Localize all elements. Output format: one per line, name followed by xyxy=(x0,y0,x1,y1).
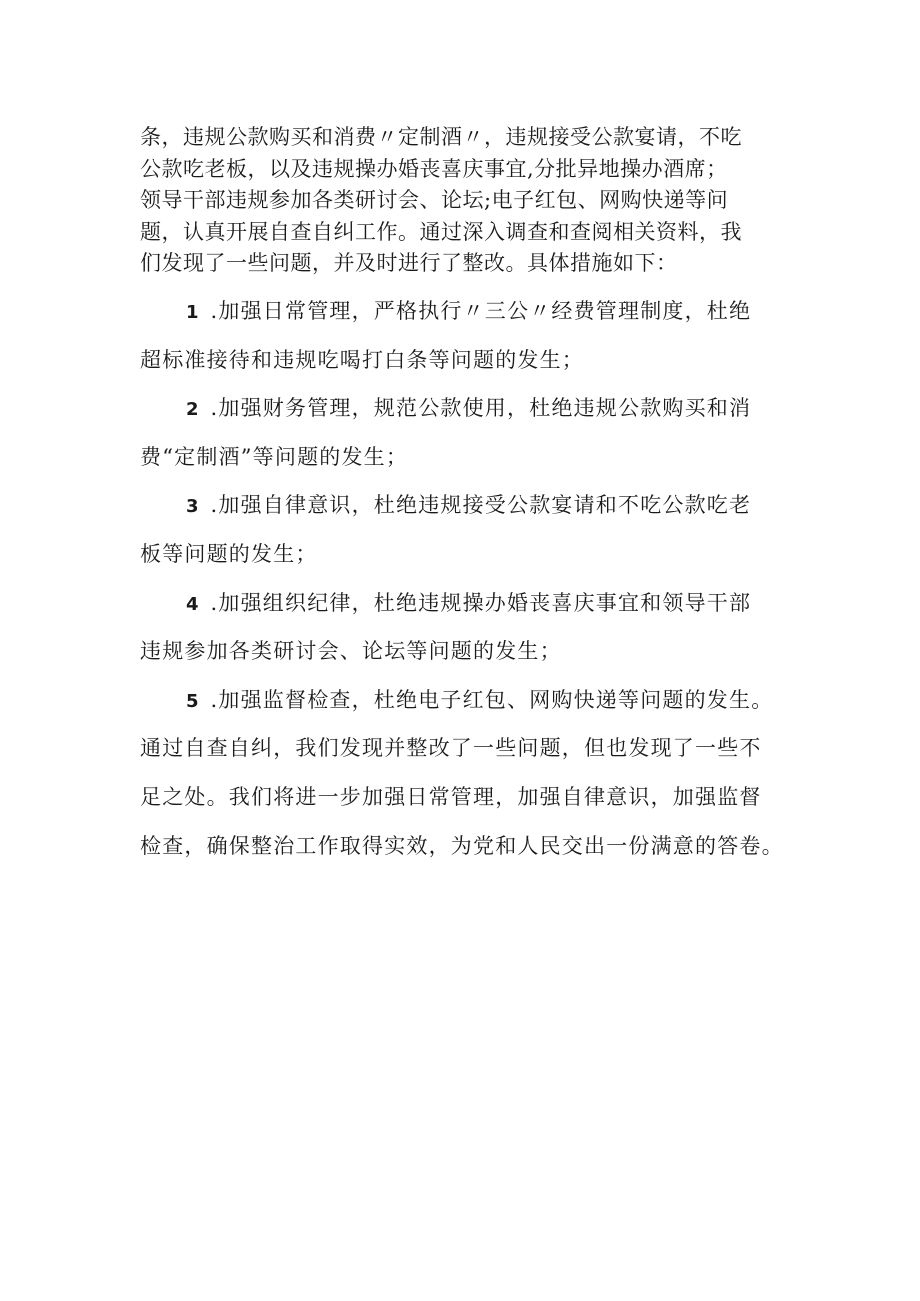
closing-line: 通过自查自纠，我们发现并整改了一些问题，但也发现了一些不 xyxy=(140,736,762,761)
intro-line: 条，违规公款购买和消费〃定制酒〃，违规接受公款宴请，不吃 xyxy=(140,125,742,149)
measure-item-1-cont: 超标准接待和违规吃喝打白条等问题的发生； xyxy=(140,347,584,372)
measure-number: 2 xyxy=(186,399,199,421)
intro-line: 公款吃老板，以及违规操办婚丧喜庆事宜,分批异地操办酒席； xyxy=(140,156,728,181)
measures-list xyxy=(140,287,790,870)
measure-number: 5 xyxy=(186,690,199,712)
closing-line: 检查，确保整治工作取得实效，为党和人民交出一份满意的答卷。 xyxy=(140,833,784,858)
measure-text: .加强自律意识，杜绝违规接受公款宴请和不吃公款吃老 xyxy=(210,493,752,518)
closing-line: 足之处。我们将进一步加强日常管理，加强自律意识，加强监督 xyxy=(140,784,762,809)
measure-text: .加强监督检查，杜绝电子红包、网购快递等问题的发生。 xyxy=(210,687,774,712)
measure-item-2 xyxy=(140,384,790,433)
measure-text: .加强财务管理，规范公款使用，杜绝违规公款购买和消 xyxy=(210,396,752,421)
intro-line: 们发现了一些问题，并及时进行了整改。具体措施如下： xyxy=(140,251,678,275)
measure-number: 4 xyxy=(186,593,199,615)
measure-item-4-cont: 违规参加各类研讨会、论坛等问题的发生； xyxy=(140,639,562,664)
measure-item-2-cont: 费“定制酒”等问题的发生； xyxy=(140,444,409,469)
measure-item-4 xyxy=(140,579,790,628)
measure-item-5 xyxy=(140,676,790,725)
measure-text: .加强组织纪律，杜绝违规操办婚丧喜庆事宜和领导干部 xyxy=(210,590,752,615)
measure-number: 3 xyxy=(186,496,199,518)
intro-paragraph xyxy=(140,122,782,280)
measure-text: .加强日常管理，严格执行〃三公〃经费管理制度，杜绝 xyxy=(210,299,752,323)
measure-item-3-cont: 板等问题的发生； xyxy=(140,541,318,566)
measure-item-1 xyxy=(140,287,790,336)
intro-line: 领导干部违规参加各类研讨会、论坛;电子红包、网购快递等问 xyxy=(140,188,729,212)
intro-line: 题，认真开展自查自纠工作。通过深入调查和查阅相关资料，我 xyxy=(140,219,742,244)
measure-number: 1 xyxy=(186,302,199,323)
measure-item-3 xyxy=(140,481,790,530)
